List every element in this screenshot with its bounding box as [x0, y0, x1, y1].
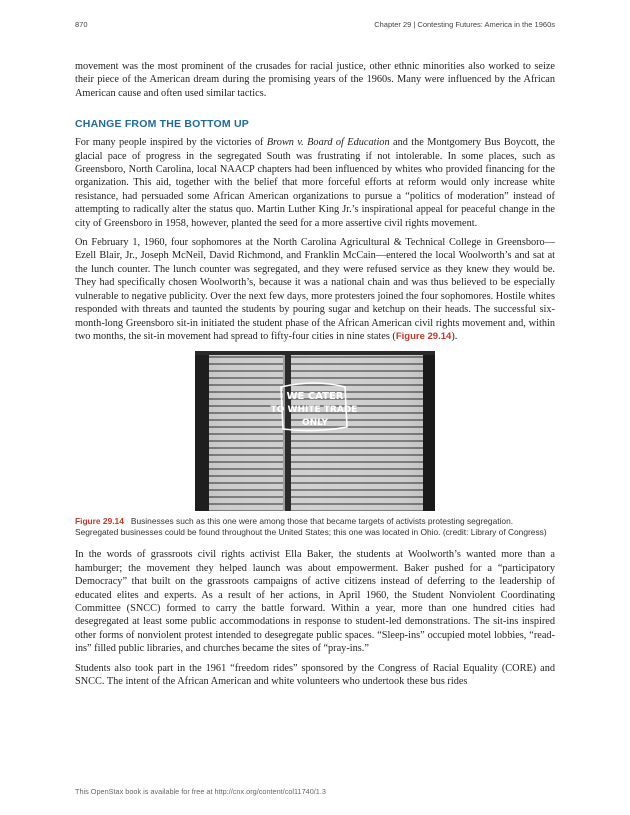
sign-line-3: ONLY: [301, 418, 329, 429]
case-title: Brown v. Board of Education: [266, 137, 390, 149]
window-sign-photo: [195, 351, 435, 511]
photo-illustration: [195, 351, 435, 511]
right-blind: [291, 355, 423, 511]
paragraph-1-text-a: For many people inspired by the victories of: [75, 137, 267, 149]
sign-line-1: WE CATER: [286, 391, 344, 403]
figure-caption: [75, 516, 555, 538]
paragraph-1: [75, 136, 555, 230]
paragraph-3: In the words of grassroots civil rights activist Ella Baker, the students at Woolworth’s wanted more than a hamburger; the movement they helped launch was about empowerment. Baker pushed for a “participatory Democracy” that built on the grassroots campaigns of active citizens instead of deferring to the leadership of educated elites and experts. As a result of her actions, in April 1960, the Student Nonviolent Coordinating Committee (SNCC) formed to carry the battle forward. Within a year, more than one hundred cities had desegregated at least some public accommodations in response to student-led demonstrations. The sit-ins inspired other forms of nonviolent protest intended to desegregate public spaces. “Sleep-ins” occupied motel lobbies, “read-ins” filled public libraries, and churches became the sites of “pray-ins.”: [75, 549, 555, 655]
paragraph-2: [75, 236, 555, 343]
page-content: [75, 60, 555, 694]
figure-reference-link[interactable]: Figure 29.14: [395, 330, 452, 342]
paragraph-4: Students also took part in the 1961 “freedom rides” sponsored by the Congress of Racial Equality (CORE) and SNCC. The intent of the African American and white volunteers who undertook these bus rides: [75, 662, 555, 687]
caption-text: Businesses such as this one were among those that became targets of activists protesting segregation. Segregated businesses could be found throughout the United States; this one was located in Ohio. (credit: Library of Congress): [75, 516, 547, 538]
footer-note: This OpenStax book is available for free at http://cnx.org/content/col11740/1.3: [75, 787, 326, 796]
caption-label: Figure 29.14: [75, 516, 124, 527]
figure-29-14: [75, 351, 555, 538]
paragraph-2-text-a: On February 1, 1960, four sophomores at the North Carolina Agricultural & Technical College in Greensboro—Ezell Blair, Jr., Joseph McNeil, David Richmond, and Franklin McCain—entered the local Woolworth’s and sat at the lunch counter. The lunch counter was segregated, and they were refused service as they knew they would be. They had specifically chosen Woolworth’s, because it was a national chain and was thus believed to be especially vulnerable to negative publicity. Over the next few days, more protesters joined the four sophomores. Hostile whites responded with threats and taunted the students by pouring sugar and ketchup on their heads. The successful six-month-long Greensboro sit-in initiated the student phase of the African American civil rights movement and, within two months, the sit-in movement had spread to fifty-four cities in nine states (: [75, 237, 555, 342]
chapter-header: Chapter 29 | Contesting Futures: America in the 1960s: [374, 20, 555, 29]
section-heading: CHANGE FROM THE BOTTOM UP: [75, 118, 249, 131]
paragraph-1-text-b: and the Montgomery Bus Boycott, the glacial pace of progress in the segregated South was frustrating if not intolerable. In some places, such as Greensboro, North Carolina, local NAACP chapters had been influenced by whites who provided financing for the organization. This aid, together with the belief that more forceful efforts at reform would only increase white resistance, had persuaded some African American organizations to pursue a “politics of moderation” instead of attempting to radically alter the status quo. Martin Luther King Jr.’s inspirational appeal for peaceful change in the city of Greensboro in 1958, however, planted the seed for a more assertive civil rights movement.: [75, 137, 555, 229]
intro-paragraph: movement was the most prominent of the crusades for racial justice, other ethnic minorities also worked to seize their piece of the American dream during the promising years of the 1960s. Many were influenced by the African American cause and often used similar tactics.: [75, 61, 555, 99]
sign-line-2: TO WHITE TRADE: [270, 405, 358, 416]
left-blind: [209, 355, 283, 511]
paragraph-2-text-b: ).: [451, 330, 458, 342]
page-number: 870: [75, 20, 88, 29]
